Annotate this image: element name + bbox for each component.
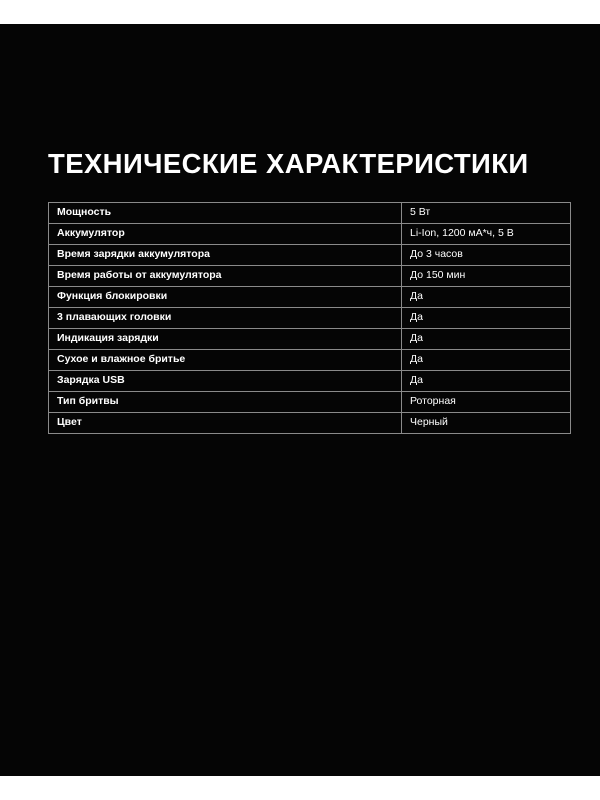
spec-name: Цвет	[49, 413, 402, 434]
spec-name: Время работы от аккумулятора	[49, 266, 402, 287]
spec-name: 3 плавающих головки	[49, 308, 402, 329]
spec-value: 5 Вт	[402, 203, 571, 224]
spec-name: Сухое и влажное бритье	[49, 350, 402, 371]
spec-value: До 3 часов	[402, 245, 571, 266]
spec-value: Да	[402, 308, 571, 329]
spec-value: Черный	[402, 413, 571, 434]
table-row	[49, 329, 571, 350]
spec-value: Да	[402, 287, 571, 308]
spec-name: Тип бритвы	[49, 392, 402, 413]
spec-value: Да	[402, 350, 571, 371]
specifications-table-body	[49, 203, 571, 434]
table-row	[49, 287, 571, 308]
dark-panel	[0, 24, 600, 776]
table-row	[49, 203, 571, 224]
table-row	[49, 224, 571, 245]
spec-name: Время зарядки аккумулятора	[49, 245, 402, 266]
spec-name: Мощность	[49, 203, 402, 224]
table-row	[49, 371, 571, 392]
page-title: ТЕХНИЧЕСКИЕ ХАРАКТЕРИСТИКИ	[48, 148, 529, 179]
spec-value: Li-Ion, 1200 мА*ч, 5 В	[402, 224, 571, 245]
spec-value: Да	[402, 329, 571, 350]
spec-value: Да	[402, 371, 571, 392]
spec-value: До 150 мин	[402, 266, 571, 287]
table-row	[49, 392, 571, 413]
table-row	[49, 266, 571, 287]
spec-name: Зарядка USB	[49, 371, 402, 392]
table-row	[49, 350, 571, 371]
spec-name: Аккумулятор	[49, 224, 402, 245]
spec-name: Функция блокировки	[49, 287, 402, 308]
spec-name: Индикация зарядки	[49, 329, 402, 350]
spec-value: Роторная	[402, 392, 571, 413]
specifications-table	[48, 202, 571, 434]
table-row	[49, 413, 571, 434]
table-row	[49, 245, 571, 266]
table-row	[49, 308, 571, 329]
